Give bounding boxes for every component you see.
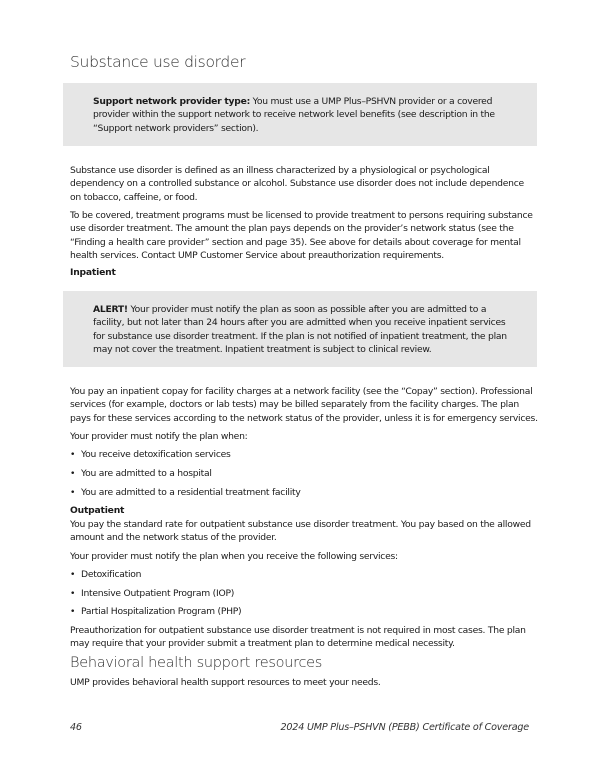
text-line: Substance use disorder is defined as an illness characterized by a physiological or psychological [70,165,490,176]
alert-label: ALERT! [93,304,128,315]
text-line: dependency on a controlled substance or alcohol. Substance use disorder does not include dependence [70,178,524,190]
callout-line: “Support network providers” section). [93,122,259,134]
callout-label: Support network provider type: [93,96,251,107]
callout-line: ALERT! Your provider must notify the plan as soon as possible after you are admitted to a [93,304,487,315]
bullet-icon: • [70,606,76,617]
text-line: You pay an inpatient copay for facility charges at a network facility (see the “Copay” section). Professional [70,386,533,397]
list-item: • You are admitted to a residential treatment facility [70,487,301,498]
text-line: may require that your provider submit a treatment plan to determine medical necessity. [70,638,455,650]
text-line: health services. Contact UMP Customer Service about preauthorization requirements. [70,249,444,261]
list-item: • Partial Hospitalization Program (PHP) [70,606,242,617]
text-line: To be covered, treatment programs must be licensed to provide treatment to persons requiring substance [70,210,533,221]
text-line: You pay the standard rate for outpatient substance use disorder treatment. You pay based on the allowed [70,519,531,530]
outpatient-rate-paragraph [70,518,540,545]
bullet-icon: • [70,569,76,580]
text-line: on tobacco, caffeine, or food. [70,191,198,203]
list-item: • You are admitted to a hospital [70,468,212,479]
bullet-icon: • [70,487,76,498]
alert-callout [63,291,537,367]
text-line: Preauthorization for outpatient substance use disorder treatment is not required in most cases. The plan [70,625,526,636]
list-item: • Intensive Outpatient Program (IOP) [70,588,235,599]
outpatient-heading: Outpatient [70,505,125,516]
list-item: • Detoxification [70,569,142,580]
page-number: 46 [70,722,82,733]
callout-line: may not cover the treatment. Inpatient treatment is subject to clinical review. [93,343,432,355]
text-line: “Finding a health care provider” section and page 35). See above for details about coverage for mental [70,236,521,248]
callout-line: for substance use disorder treatment. If the plan is not notified of inpatient treatment, the plan [93,330,507,342]
bullet-icon: • [70,468,76,479]
document-title: 2024 UMP Plus–PSHVN (PEBB) Certificate of Coverage [280,722,529,733]
list-item: • You receive detoxification services [70,449,231,460]
behavioral-paragraph: UMP provides behavioral health support resources to meet your needs. [70,677,381,688]
section-title: Substance use disorder [70,53,246,71]
bullet-icon: • [70,449,76,460]
text-line: services (for example, doctors or lab tests) may be billed separately from the facility charges. The plan [70,399,519,411]
text-line: amount and the network status of the provider. [70,532,277,544]
definition-paragraph [70,164,540,204]
inpatient-copay-paragraph [70,385,540,425]
text-line: use disorder treatment. The amount the plan pays depends on the provider’s network status (see the [70,223,514,235]
bullet-icon: • [70,588,76,599]
section-title-behavioral: Behavioral health support resources [70,655,323,671]
support-network-callout [63,83,537,146]
notify-intro-outpatient: Your provider must notify the plan when you receive the following services: [70,551,398,562]
callout-line: facility, but not later than 24 hours after you are admitted when you receive inpatient services [93,317,506,329]
callout-line: Support network provider type: You must use a UMP Plus–PSHVN provider or a covered [93,96,493,107]
preauthorization-paragraph [70,624,540,651]
callout-line: provider within the support network to receive network level benefits (see description in the [93,109,495,121]
inpatient-heading: Inpatient [70,267,116,278]
notify-intro: Your provider must notify the plan when: [70,431,248,442]
text-line: pays for these services according to the network status of the provider, unless it is for emergency services. [70,412,538,424]
coverage-paragraph [70,209,540,262]
